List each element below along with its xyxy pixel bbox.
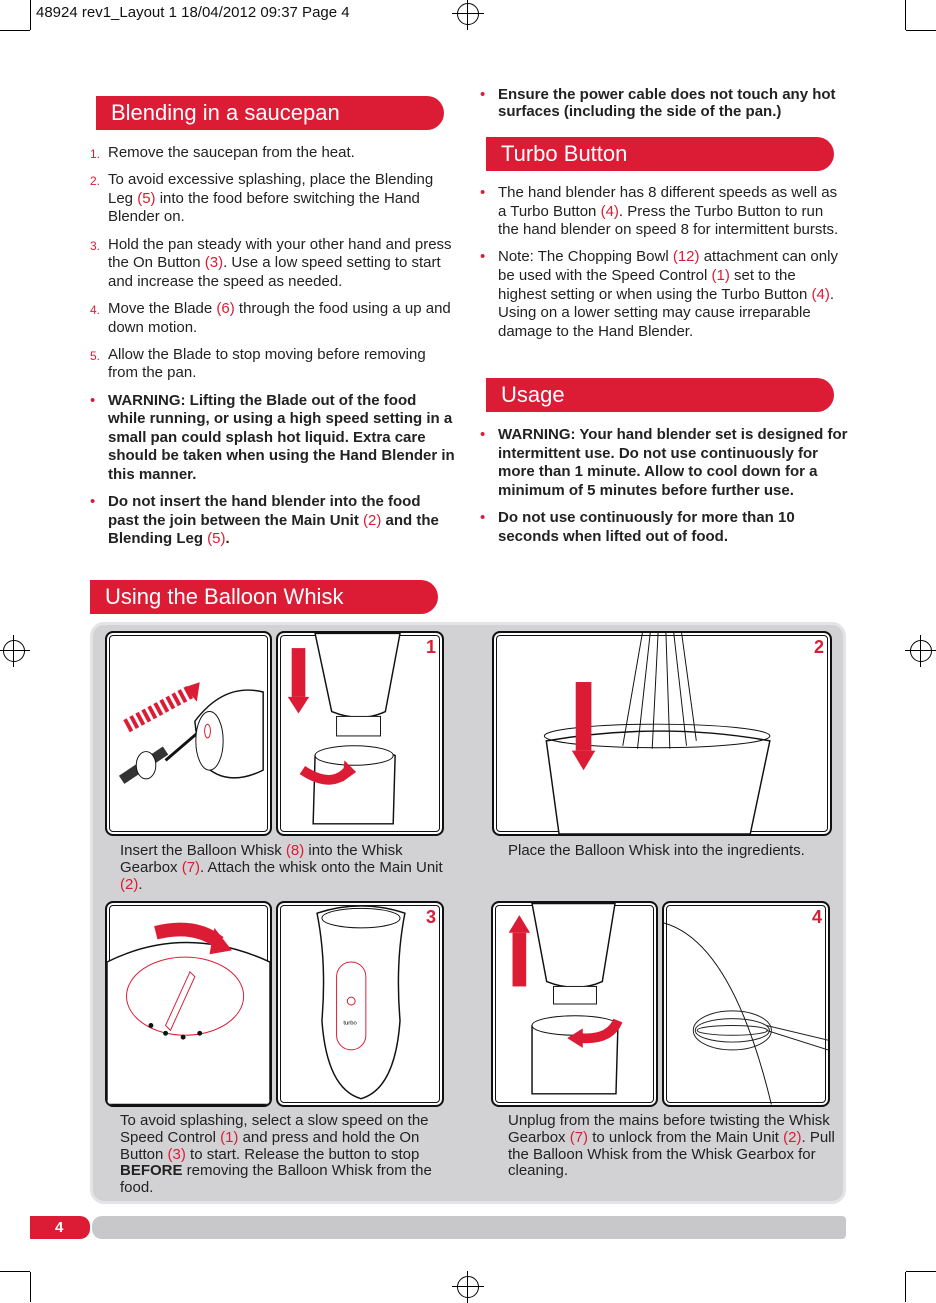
turbo-list xyxy=(480,184,848,350)
text-run: attachment can only be used with the Speed Control xyxy=(498,248,838,284)
item-number: 2. xyxy=(90,174,101,189)
text-run: and press and hold the On Button xyxy=(120,1128,420,1163)
illustration-detach-gearbox xyxy=(491,901,658,1107)
text-run: The hand blender has 8 different speeds as well as a Turbo Button xyxy=(498,184,838,220)
bullet-icon: • xyxy=(90,493,96,511)
part-reference: (5) xyxy=(207,530,226,548)
step-number: 3 xyxy=(425,907,436,927)
crop-mark xyxy=(0,30,30,31)
part-reference: (1) xyxy=(711,266,730,284)
heading-blending-saucepan: Blending in a saucepan xyxy=(96,96,444,130)
crop-mark xyxy=(906,1271,936,1272)
list-item xyxy=(480,509,848,546)
registration-mark-icon xyxy=(3,640,25,662)
text-run: . Attach the whisk onto the Main Unit xyxy=(200,858,443,876)
registration-mark-icon xyxy=(910,640,932,662)
text-run: BEFORE xyxy=(120,1162,183,1180)
part-reference: (2) xyxy=(783,1128,802,1146)
part-reference: (6) xyxy=(216,299,235,317)
list-item xyxy=(480,184,848,240)
list-item xyxy=(480,426,848,500)
usage-list xyxy=(480,426,848,555)
text-run: to unlock from the Main Unit xyxy=(588,1128,784,1146)
text-run: removing the Balloon Whisk from the food. xyxy=(120,1162,432,1197)
bullet-icon: • xyxy=(90,391,96,409)
turbo-label: turbo xyxy=(343,1020,357,1027)
text-run: . xyxy=(138,875,143,893)
text-run: into the Whisk Gearbox xyxy=(120,842,403,876)
text-run: through the food using a up and down motion. xyxy=(108,299,451,336)
list-item xyxy=(90,236,455,292)
step-number: 2 xyxy=(813,637,824,657)
bullet-icon: • xyxy=(480,426,486,443)
text-run: Do not use continuously for more than 10 seconds when lifted out of food. xyxy=(498,508,795,545)
list-item xyxy=(90,171,455,227)
crop-mark xyxy=(905,1272,906,1302)
illustration-attach-whisk xyxy=(276,631,444,836)
print-slug: 48924 rev1_Layout 1 18/04/2012 09:37 Page 4 xyxy=(36,4,350,21)
part-reference: (2) xyxy=(120,875,139,893)
text-run: Place the Balloon Whisk into the ingredients. xyxy=(508,842,805,859)
list-item xyxy=(90,144,455,163)
text-run: into the food before switching the Hand Blender on. xyxy=(108,189,420,226)
illustration-blender-turbo xyxy=(276,901,444,1107)
text-run: Unplug from the mains before twisting the Whisk Gearbox xyxy=(508,1112,830,1146)
bullet-icon: • xyxy=(480,184,486,201)
text-run: Remove the saucepan from the heat. xyxy=(108,144,355,161)
crop-mark xyxy=(906,30,936,31)
registration-mark-icon xyxy=(457,1276,479,1298)
step-3-caption xyxy=(120,1113,450,1197)
text-run: Ensure the power cable does not touch any hot surfaces (including the side of the pan.) xyxy=(498,86,836,120)
crop-mark xyxy=(30,1272,31,1302)
footer-bar xyxy=(92,1216,846,1239)
part-reference: (3) xyxy=(167,1145,186,1163)
text-run: To avoid splashing, select a slow speed on the Speed Control xyxy=(120,1112,429,1146)
text-run: . Use a low speed setting to start and increase the speed as needed. xyxy=(108,254,441,290)
list-item xyxy=(90,300,455,337)
crop-mark xyxy=(30,0,31,30)
list-item xyxy=(90,392,455,485)
part-reference: (12) xyxy=(672,248,700,266)
text-run: Insert the Balloon Whisk xyxy=(120,842,286,859)
text-run: Allow the Blade to stop moving before removing from the pan. xyxy=(108,345,426,382)
part-reference: (7) xyxy=(569,1128,589,1146)
list-item xyxy=(480,248,848,341)
heading-turbo-button: Turbo Button xyxy=(486,137,834,171)
step-2-caption xyxy=(508,843,833,860)
part-reference: (4) xyxy=(811,285,830,303)
list-item xyxy=(90,346,455,383)
part-reference: (1) xyxy=(220,1128,239,1146)
part-reference: (7) xyxy=(181,858,201,876)
text-run: To avoid excessive splashing, place the Blending Leg xyxy=(108,171,434,207)
bullet-icon: • xyxy=(480,86,486,103)
list-item xyxy=(480,87,845,120)
text-run: Hold the pan steady with your other hand and press the On Button xyxy=(108,235,452,272)
illustration-speed-control xyxy=(105,901,272,1107)
illustration-insert-whisk xyxy=(105,631,272,836)
illustration-whisk-in-ingredients xyxy=(492,631,832,836)
text-run: Move the Blade xyxy=(108,299,217,317)
illustration-remove-whisk xyxy=(662,901,830,1107)
step-1-caption xyxy=(120,843,445,893)
item-number: 5. xyxy=(90,348,101,363)
part-reference: (2) xyxy=(363,511,382,529)
list-item xyxy=(90,493,455,549)
text-run: Note: The Chopping Bowl xyxy=(498,248,673,266)
saucepan-list xyxy=(90,144,455,557)
text-run: to start. Release the button to stop xyxy=(185,1145,420,1163)
text-run: set to the highest setting or when using the Turbo Button xyxy=(498,266,812,303)
text-run: and the Blending Leg xyxy=(108,511,439,548)
step-number: 4 xyxy=(811,907,822,927)
text-run: . xyxy=(225,530,230,548)
crop-mark xyxy=(905,0,906,30)
step-number: 1 xyxy=(425,637,436,657)
text-run: . Pull the Balloon Whisk from the Whisk Gearbox for cleaning. xyxy=(508,1128,835,1180)
item-number: 1. xyxy=(90,147,101,161)
bullet-icon: • xyxy=(480,248,486,266)
bullet-icon: • xyxy=(480,508,486,526)
part-reference: (3) xyxy=(204,254,224,272)
part-reference: (5) xyxy=(137,189,156,207)
text-run: WARNING: Your hand blender set is designed for intermittent use. Do not use continuously for more than 1 minute. Allow to cool down for a minimum of 5 minutes before further use. xyxy=(498,426,848,499)
crop-mark xyxy=(0,1271,30,1272)
text-run: . Press the Turbo Button to run the hand blender on speed 8 for intermittent bursts. xyxy=(498,202,839,239)
page-number: 4 xyxy=(30,1216,90,1239)
step-4-caption xyxy=(508,1113,838,1180)
text-run: Do not insert the hand blender into the food past the join between the Main Unit xyxy=(108,493,421,529)
text-run: . Using on a lower setting may cause irreparable damage to the Hand Blender. xyxy=(498,285,835,340)
part-reference: (4) xyxy=(600,202,619,220)
cable-warning xyxy=(480,87,845,129)
heading-balloon-whisk: Using the Balloon Whisk xyxy=(90,580,438,614)
text-run: WARNING: Lifting the Blade out of the food while running, or using a high speed setting in a small pan could splash hot liquid. Extra care should be taken when using the Hand Blender in this manner. xyxy=(108,391,455,483)
heading-usage: Usage xyxy=(486,378,834,412)
registration-mark-icon xyxy=(457,3,479,25)
item-number: 4. xyxy=(90,302,101,317)
part-reference: (8) xyxy=(285,842,305,859)
item-number: 3. xyxy=(90,238,101,253)
